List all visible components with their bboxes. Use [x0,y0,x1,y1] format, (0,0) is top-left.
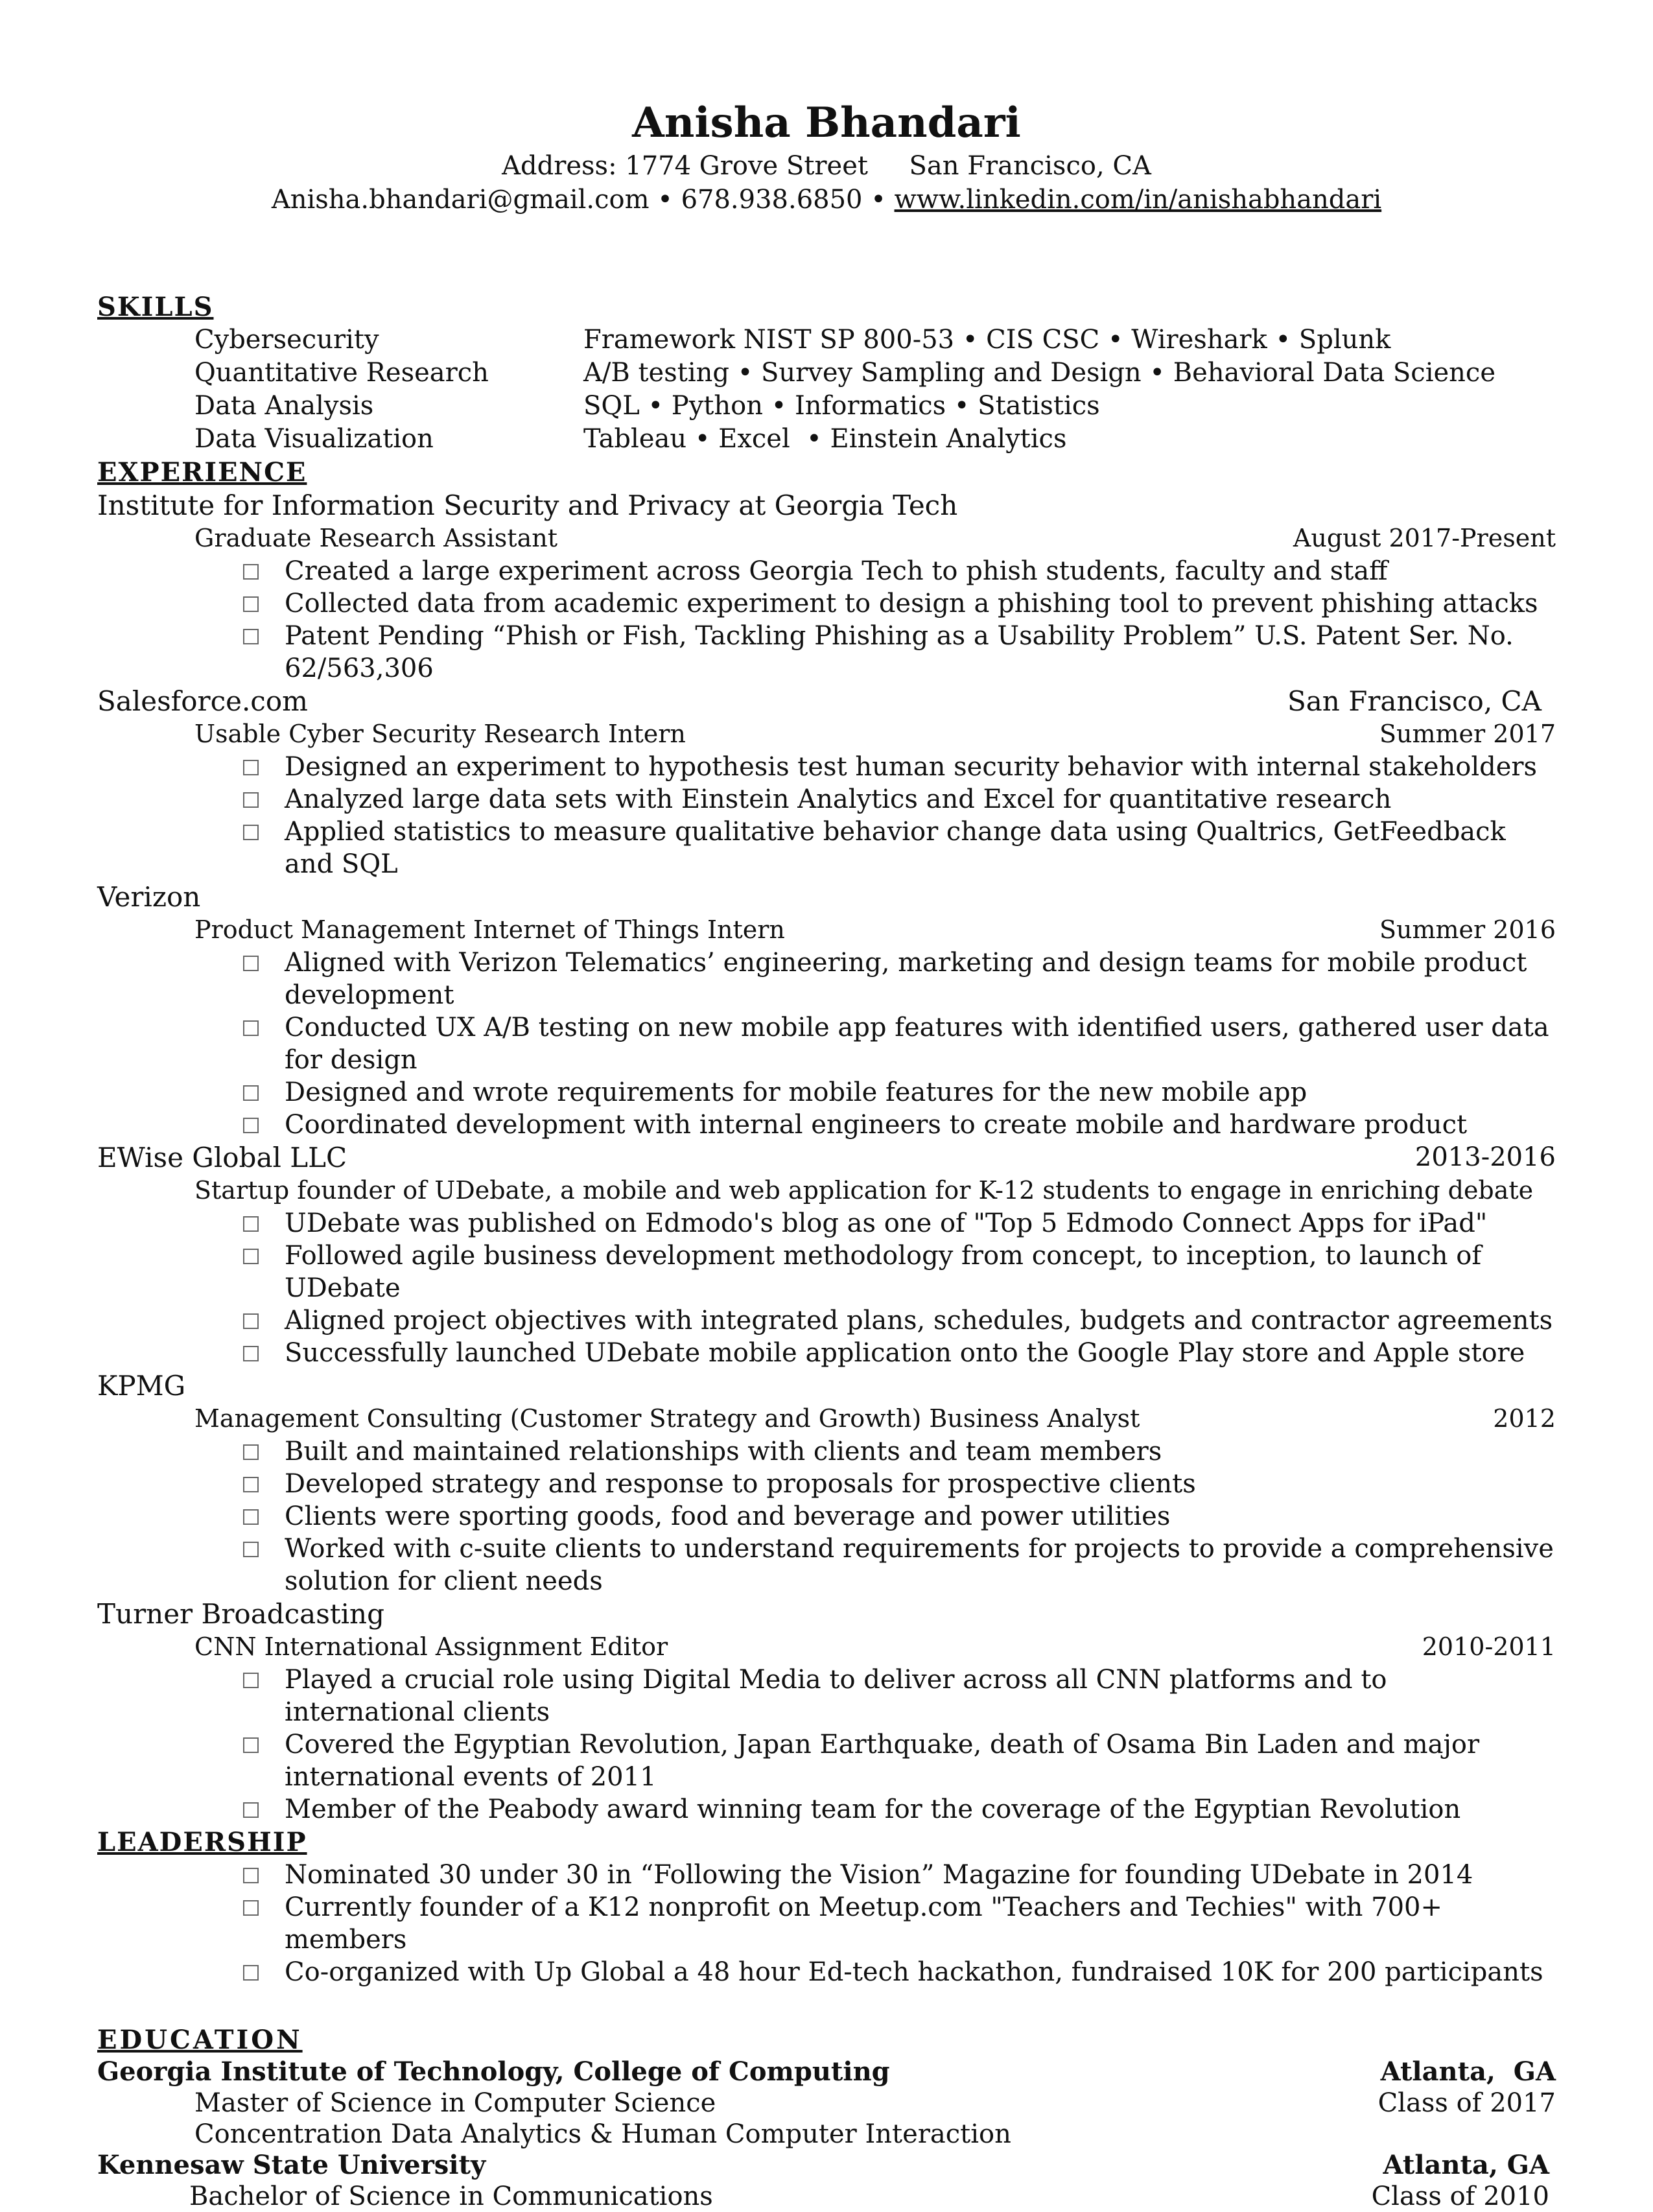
skill-items: A/B testing • Survey Sampling and Design • Behavioral Data Science [583,358,1495,388]
role-title: Usable Cyber Security Research Intern [194,720,686,748]
checkbox-bullet-icon [243,1868,259,1883]
list-item [97,751,1556,783]
school-name: Kennesaw State University [97,2150,486,2180]
contact-line [0,183,1653,217]
bullet-text: Member of the Peabody award winning team for the coverage of the Egyptian Revolution [285,1794,1461,1824]
list-item [97,1891,1556,1956]
org-line [97,685,1556,718]
bullet-text: UDebate was published on Edmodo's blog as one of "Top 5 Edmodo Connect Apps for iPad" [285,1208,1488,1238]
checkbox-bullet-icon [243,1020,259,1036]
bullet-list [97,751,1556,880]
role-title: CNN International Assignment Editor [194,1632,668,1661]
degree-class: Class of 2017 [1378,2088,1556,2118]
list-item [97,1076,1556,1109]
contact-text: Anisha.bhandari@gmail.com • 678.938.6850 • [271,185,886,215]
bullet-text: Played a crucial role using Digital Media to deliver across all CNN platforms and to international clients [285,1665,1387,1727]
list-item [97,1337,1556,1369]
skill-category: Data Analysis [194,391,374,421]
list-item [97,1435,1556,1468]
org-name: KPMG [97,1370,186,1402]
bullet-text: Patent Pending “Phish or Fish, Tackling Phishing as a Usability Problem” U.S. Patent Ser. No. 62/563,306 [285,621,1514,683]
list-item [97,783,1556,816]
role-date: Summer 2017 [1379,720,1556,748]
org-name: Institute for Information Security and Privacy at Georgia Tech [97,489,958,521]
experience-entry [97,685,1556,880]
checkbox-bullet-icon [243,629,259,644]
skill-items: SQL • Python • Informatics • Statistics [583,391,1100,421]
role-date: 2012 [1493,1404,1556,1433]
bullet-text: Co-organized with Up Global a 48 hour Ed-tech hackathon, fundraised 10K for 200 participants [285,1957,1543,1987]
org-name: EWise Global LLC [97,1142,347,1173]
checkbox-bullet-icon [243,1477,259,1492]
experience-entry [97,1141,1556,1369]
bullet-list [97,1207,1556,1369]
education-entry [97,2056,1556,2150]
experience-entry [97,1369,1556,1597]
skills-list [97,324,1556,456]
list-item [97,1207,1556,1240]
checkbox-bullet-icon [243,792,259,808]
experience-entry [97,880,1556,1141]
list-item [97,816,1556,880]
checkbox-bullet-icon [243,1737,259,1753]
checkbox-bullet-icon [243,1346,259,1361]
list-item [97,1011,1556,1076]
org-line [97,880,1556,913]
bullet-text: Analyzed large data sets with Einstein Analytics and Excel for quantitative research [285,784,1392,814]
org-name: Turner Broadcasting [97,1598,384,1630]
checkbox-bullet-icon [243,1085,259,1101]
degree-line [97,2088,1556,2119]
bullet-text: Applied statistics to measure qualitative behavior change data using Qualtrics, GetFeedback and SQL [285,817,1506,879]
list-item [97,620,1556,685]
org-name: Salesforce.com [97,685,308,717]
bullet-text: Conducted UX A/B testing on new mobile app features with identified users, gathered user data for design [285,1013,1549,1075]
role-title: Product Management Internet of Things Intern [194,915,785,944]
skill-items: Framework NIST SP 800-53 • CIS CSC • Wireshark • Splunk [583,325,1391,355]
checkbox-bullet-icon [243,1118,259,1133]
role-title: Graduate Research Assistant [194,524,557,552]
experience-heading: EXPERIENCE [97,457,307,488]
bullet-list [97,947,1556,1141]
bullet-text: Aligned with Verizon Telematics’ engineering, marketing and design teams for mobile product development [285,948,1527,1010]
school-line [97,2056,1556,2088]
checkbox-bullet-icon [243,956,259,971]
checkbox-bullet-icon [243,596,259,612]
experience-entry [97,489,1556,685]
role-line [97,1630,1556,1664]
checkbox-bullet-icon [243,760,259,775]
role-line [97,718,1556,751]
degree-class: Class of 2010 [1371,2182,1549,2211]
checkbox-bullet-icon [243,825,259,840]
checkbox-bullet-icon [243,1542,259,1557]
degree-text: Bachelor of Science in Communications [189,2182,713,2211]
bullet-text: Coordinated development with internal engineers to create mobile and hardware product [285,1110,1468,1140]
checkbox-bullet-icon [243,564,259,580]
leadership-heading: LEADERSHIP [97,1827,307,1857]
checkbox-bullet-icon [243,1216,259,1232]
checkbox-bullet-icon [243,1249,259,1264]
role-line [97,1402,1556,1435]
resume-header [0,97,1653,217]
list-item [97,1859,1556,1891]
checkbox-bullet-icon [243,1673,259,1688]
org-line [97,1369,1556,1402]
skill-row [97,357,1556,390]
org-line [97,1597,1556,1630]
checkbox-bullet-icon [243,1313,259,1329]
checkbox-bullet-icon [243,1900,259,1916]
bullet-text: Currently founder of a K12 nonprofit on Meetup.com "Teachers and Techies" with 700+ members [285,1892,1443,1955]
school-name: Georgia Institute of Technology, College of Computing [97,2056,890,2087]
bullet-text: Built and maintained relationships with clients and team members [285,1437,1162,1466]
role-date: 2010-2011 [1422,1632,1556,1661]
skills-heading: SKILLS [97,292,214,322]
org-line [97,1141,1556,1174]
checkbox-bullet-icon [243,1965,259,1981]
degree-text: Master of Science in Computer Science [194,2088,716,2118]
list-item [97,1500,1556,1533]
bullet-text: Clients were sporting goods, food and beverage and power utilities [285,1501,1171,1531]
org-right: 2013-2016 [1414,1142,1556,1172]
skill-row [97,324,1556,357]
bullet-text: Aligned project objectives with integrated plans, schedules, budgets and contractor agreements [285,1306,1553,1335]
linkedin-link[interactable]: www.linkedin.com/in/anishabhandari [894,185,1382,215]
list-item [97,947,1556,1011]
bullet-list [97,1435,1556,1597]
list-item [97,1240,1556,1304]
address-line: Address: 1774 Grove Street San Francisco, CA [502,151,1151,181]
list-item [97,1956,1556,1988]
role-line [97,522,1556,555]
checkbox-bullet-icon [243,1444,259,1460]
org-line [97,489,1556,522]
school-line [97,2150,1556,2181]
list-item [97,1664,1556,1728]
candidate-name: Anisha Bhandari [632,99,1021,147]
degree-text: Concentration Data Analytics & Human Computer Interaction [194,2119,1011,2149]
skill-row [97,390,1556,423]
bullet-text: Successfully launched UDebate mobile application onto the Google Play store and Apple store [285,1338,1525,1368]
role-title: Startup founder of UDebate, a mobile and web application for K-12 students to engage in enriching debate [194,1176,1534,1205]
bullet-text: Worked with c-suite clients to understand requirements for projects to provide a comprehensive solution for client needs [285,1534,1554,1596]
bullet-text: Designed and wrote requirements for mobile features for the new mobile app [285,1077,1307,1107]
skill-items: Tableau • Excel • Einstein Analytics [583,424,1067,454]
bullet-text: Covered the Egyptian Revolution, Japan Earthquake, death of Osama Bin Laden and major international events of 2011 [285,1730,1480,1792]
role-title: Management Consulting (Customer Strategy and Growth) Business Analyst [194,1404,1140,1433]
resume-body [97,290,1556,2212]
experience-entry [97,1597,1556,1826]
role-date: August 2017-Present [1293,524,1556,552]
skill-category: Cybersecurity [194,325,379,355]
org-right: San Francisco, CA [1287,685,1542,717]
education-heading: EDUCATION [97,2025,303,2055]
school-location: Atlanta, GA [1380,2056,1556,2087]
bullet-list [97,1859,1556,1988]
list-item [97,587,1556,620]
section-spacer [97,1988,1556,2023]
education-entry [97,2150,1556,2212]
bullet-list [97,555,1556,685]
list-item [97,1468,1556,1500]
bullet-text: Followed agile business development methodology from concept, to inception, to launch of UDebate [285,1241,1482,1303]
list-item [97,1109,1556,1141]
list-item [97,1533,1556,1597]
bullet-text: Nominated 30 under 30 in “Following the Vision” Magazine for founding UDebate in 2014 [285,1860,1473,1890]
bullet-text: Developed strategy and response to proposals for prospective clients [285,1469,1196,1499]
degree-line [97,2119,1556,2150]
role-line [97,913,1556,947]
bullet-text: Designed an experiment to hypothesis test human security behavior with internal stakeholders [285,752,1538,782]
degree-line [97,2181,1556,2212]
checkbox-bullet-icon [243,1802,259,1818]
list-item [97,1304,1556,1337]
school-location: Atlanta, GA [1383,2150,1549,2180]
role-date: Summer 2016 [1379,915,1556,944]
skill-category: Quantitative Research [194,358,489,388]
skill-row [97,423,1556,456]
org-name: Verizon [97,881,201,913]
list-item [97,1793,1556,1826]
list-item [97,1728,1556,1793]
list-item [97,555,1556,587]
skill-category: Data Visualization [194,424,434,454]
role-line [97,1174,1556,1207]
checkbox-bullet-icon [243,1509,259,1525]
bullet-text: Created a large experiment across Georgia Tech to phish students, faculty and staff [285,556,1388,586]
bullet-list [97,1664,1556,1826]
bullet-text: Collected data from academic experiment to design a phishing tool to prevent phishing attacks [285,589,1538,618]
